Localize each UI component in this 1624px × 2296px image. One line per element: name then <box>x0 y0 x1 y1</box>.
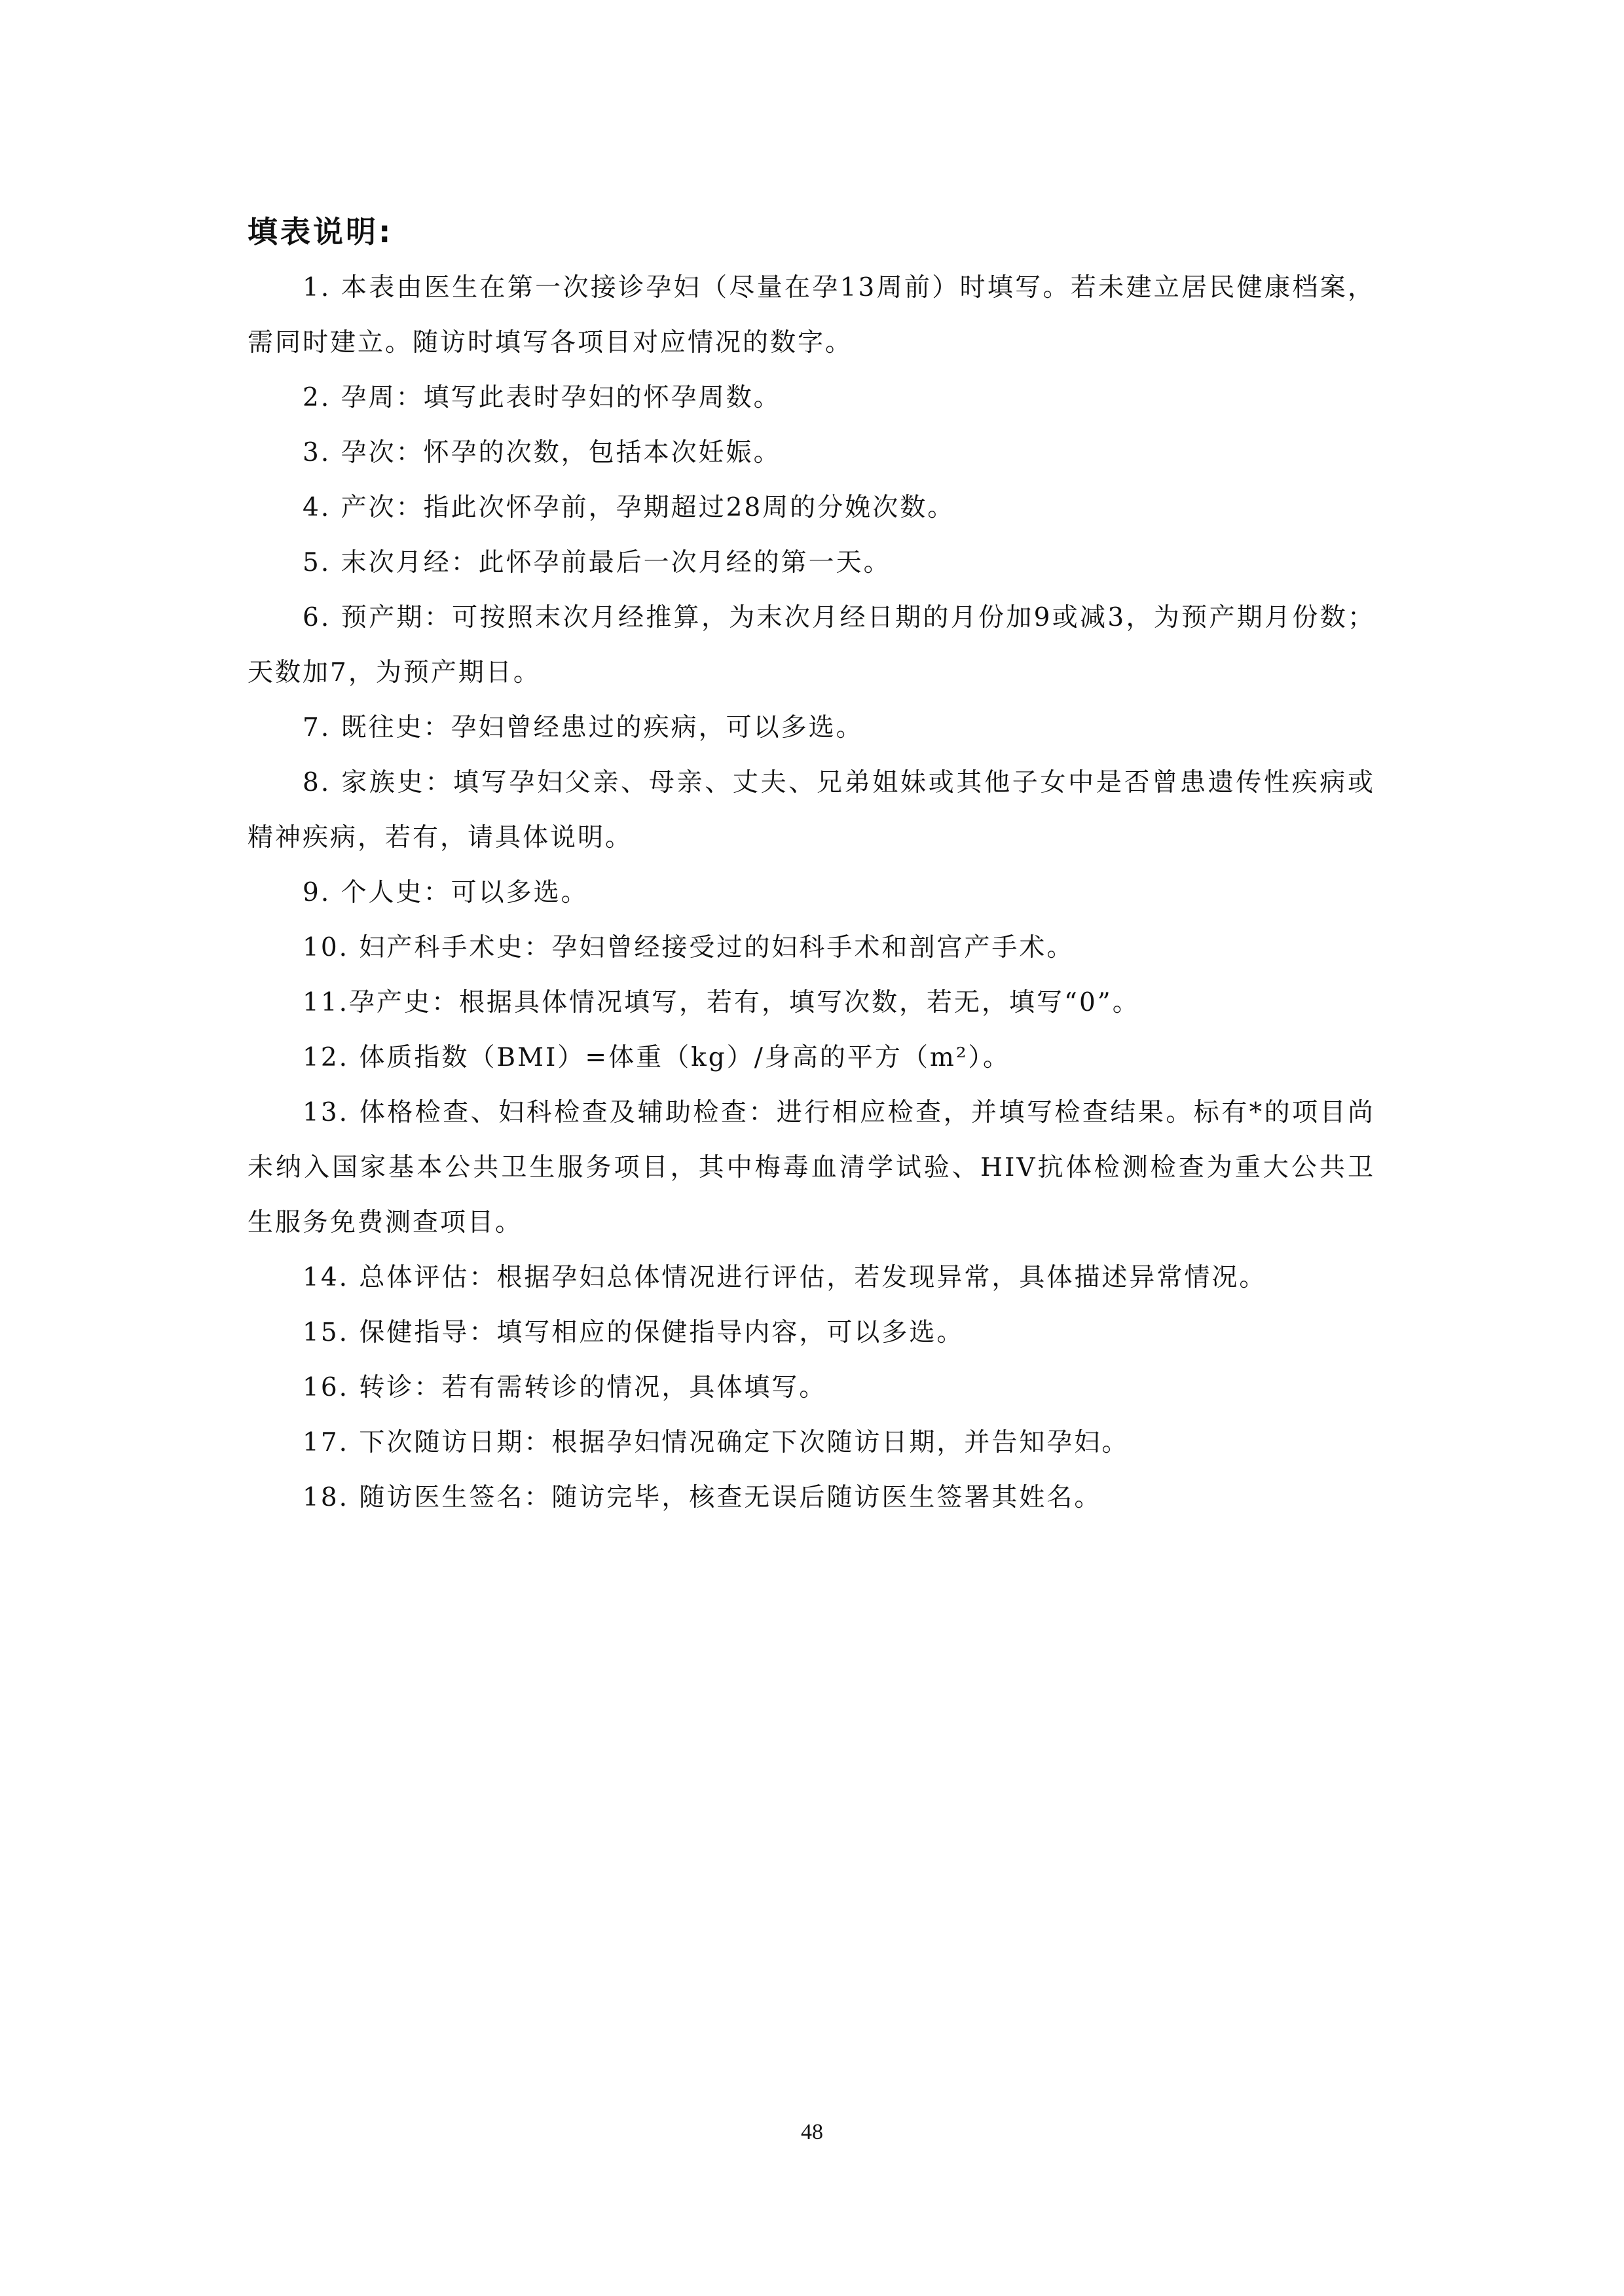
page-number: 48 <box>801 2120 823 2144</box>
instruction-item-8: 8. 家族史：填写孕妇父亲、母亲、丈夫、兄弟姐妹或其他子女中是否曾患遗传性疾病或精神疾病，若有，请具体说明。 <box>248 768 1375 852</box>
instruction-item-6: 6. 预产期：可按照末次月经推算，为末次月经日期的月份加9或减3，为预产期月份数；天数加7，为预产期日。 <box>248 603 1375 687</box>
instructions-body <box>248 261 1375 1525</box>
instruction-item-13: 13. 体格检查、妇科检查及辅助检查：进行相应检查，并填写检查结果。标有*的项目尚未纳入国家基本公共卫生服务项目，其中梅毒血清学试验、HIV抗体检测检查为重大公共卫生服务免费测查项目。 <box>248 1098 1375 1237</box>
instruction-item-14: 14. 总体评估：根据孕妇总体情况进行评估，若发现异常，具体描述异常情况。 <box>303 1263 1267 1292</box>
instruction-item-12: 12. 体质指数（BMI）=体重（kg）/身高的平方（m²）。 <box>303 1043 1010 1072</box>
instruction-item-17: 17. 下次随访日期：根据孕妇情况确定下次随访日期，并告知孕妇。 <box>303 1428 1130 1457</box>
instruction-item-1: 1. 本表由医生在第一次接诊孕妇（尽量在孕13周前）时填写。若未建立居民健康档案，需同时建立。随访时填写各项目对应情况的数字。 <box>248 273 1375 357</box>
instruction-item-2: 2. 孕周：填写此表时孕妇的怀孕周数。 <box>303 383 781 412</box>
instruction-item-7: 7. 既往史：孕妇曾经患过的疾病，可以多选。 <box>303 713 864 742</box>
page-heading: 填表说明: <box>248 214 394 249</box>
instruction-item-4: 4. 产次：指此次怀孕前，孕期超过28周的分娩次数。 <box>303 493 955 522</box>
instruction-item-11: 11.孕产史：根据具体情况填写，若有，填写次数，若无，填写“0”。 <box>303 988 1140 1017</box>
instruction-item-10: 10. 妇产科手术史：孕妇曾经接受过的妇科手术和剖宫产手术。 <box>303 933 1075 962</box>
instruction-item-5: 5. 末次月经：此怀孕前最后一次月经的第一天。 <box>303 548 891 577</box>
instruction-item-15: 15. 保健指导：填写相应的保健指导内容，可以多选。 <box>303 1318 965 1347</box>
instruction-item-16: 16. 转诊：若有需转诊的情况，具体填写。 <box>303 1373 827 1402</box>
instruction-item-18: 18. 随访医生签名：随访完毕，核查无误后随访医生签署其姓名。 <box>303 1483 1102 1512</box>
instruction-item-3: 3. 孕次：怀孕的次数，包括本次妊娠。 <box>303 438 781 467</box>
instruction-item-9: 9. 个人史：可以多选。 <box>303 878 589 907</box>
